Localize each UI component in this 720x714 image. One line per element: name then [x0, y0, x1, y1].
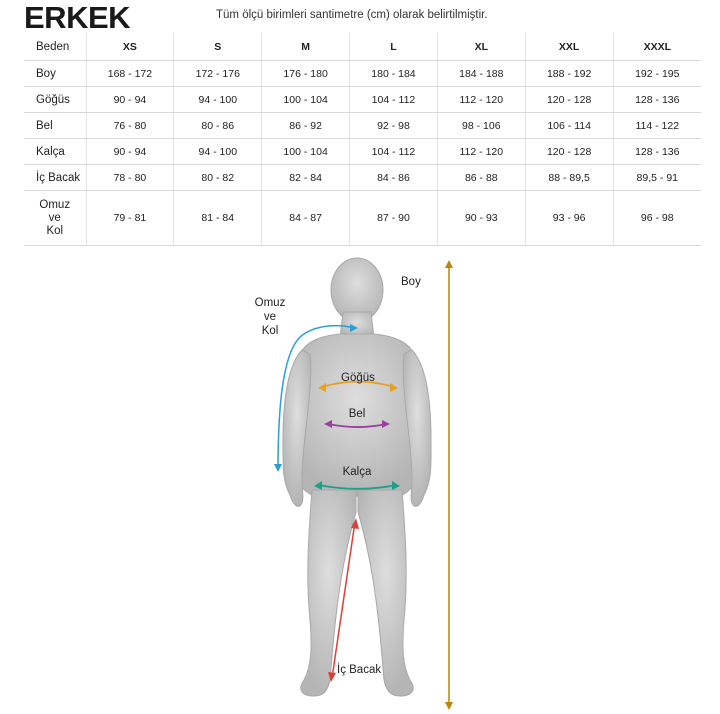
body-measurement-figure [0, 250, 720, 714]
size-header: XXXL [613, 33, 701, 61]
size-header: S [174, 33, 262, 61]
table-cell: 87 - 90 [350, 191, 438, 246]
table-cell: 120 - 128 [525, 87, 613, 113]
height-arrow [445, 260, 453, 710]
row-label-line: ve [48, 211, 61, 224]
table-cell: 80 - 82 [174, 165, 262, 191]
table-cell: 76 - 80 [86, 113, 174, 139]
table-row [24, 87, 701, 113]
row-label: Kalça [24, 139, 86, 165]
table-cell: 188 - 192 [525, 61, 613, 87]
table-cell: 192 - 195 [613, 61, 701, 87]
size-header: XS [86, 33, 174, 61]
size-header: XXL [525, 33, 613, 61]
table-cell: 92 - 98 [350, 113, 438, 139]
table-cell: 93 - 96 [525, 191, 613, 246]
table-cell: 90 - 94 [86, 139, 174, 165]
table-cell: 112 - 120 [437, 139, 525, 165]
size-chart-table [24, 33, 701, 246]
table-row [24, 139, 701, 165]
table-cell: 94 - 100 [174, 87, 262, 113]
table-cell: 84 - 86 [350, 165, 438, 191]
table-cell: 80 - 86 [174, 113, 262, 139]
size-header: XL [437, 33, 525, 61]
table-cell: 86 - 88 [437, 165, 525, 191]
inseam-label: İç Bacak [337, 664, 382, 676]
table-cell: 78 - 80 [86, 165, 174, 191]
size-header: M [262, 33, 350, 61]
table-cell: 112 - 120 [437, 87, 525, 113]
hip-label: Kalça [342, 466, 372, 478]
table-cell: 172 - 176 [174, 61, 262, 87]
row-label: Boy [24, 61, 86, 87]
table-cell: 79 - 81 [86, 191, 174, 246]
table-cell: 106 - 114 [525, 113, 613, 139]
chest-label: Göğüs [341, 372, 375, 384]
shoulder-label-line1: Omuz [254, 297, 286, 309]
row-label: Bel [24, 113, 86, 139]
table-row [24, 113, 701, 139]
table-cell: 128 - 136 [613, 87, 701, 113]
table-cell: 120 - 128 [525, 139, 613, 165]
height-label: Boy [401, 276, 421, 288]
table-cell: 180 - 184 [350, 61, 438, 87]
table-row [24, 165, 701, 191]
table-cell: 84 - 87 [262, 191, 350, 246]
table-row [24, 191, 701, 246]
table-cell: 90 - 93 [437, 191, 525, 246]
table-cell: 100 - 104 [262, 87, 350, 113]
row-label [24, 191, 86, 246]
table-cell: 88 - 89,5 [525, 165, 613, 191]
table-cell: 89,5 - 91 [613, 165, 701, 191]
page-title: ERKEK [24, 0, 131, 35]
table-cell: 96 - 98 [613, 191, 701, 246]
shoulder-label-line2: ve [263, 311, 277, 323]
table-cell: 128 - 136 [613, 139, 701, 165]
table-cell: 86 - 92 [262, 113, 350, 139]
table-cell: 100 - 104 [262, 139, 350, 165]
table-cell: 104 - 112 [350, 87, 438, 113]
units-note: Tüm ölçü birimleri santimetre (cm) olarak belirtilmiştir. [216, 9, 488, 21]
table-cell: 98 - 106 [437, 113, 525, 139]
waist-label: Bel [348, 408, 366, 420]
table-cell: 90 - 94 [86, 87, 174, 113]
table-header-row [24, 33, 701, 61]
row-label-line: Kol [46, 224, 64, 237]
row-label: Göğüs [24, 87, 86, 113]
row-label-line: Omuz [39, 198, 71, 211]
table-cell: 104 - 112 [350, 139, 438, 165]
table-cell: 184 - 188 [437, 61, 525, 87]
table-cell: 82 - 84 [262, 165, 350, 191]
size-header: L [350, 33, 438, 61]
table-row [24, 61, 701, 87]
row-label: İç Bacak [24, 165, 86, 191]
table-cell: 94 - 100 [174, 139, 262, 165]
table-cell: 176 - 180 [262, 61, 350, 87]
table-cell: 81 - 84 [174, 191, 262, 246]
table-cell: 168 - 172 [86, 61, 174, 87]
header-label: Beden [24, 33, 86, 61]
table-cell: 114 - 122 [613, 113, 701, 139]
shoulder-label-line3: Kol [261, 325, 279, 337]
